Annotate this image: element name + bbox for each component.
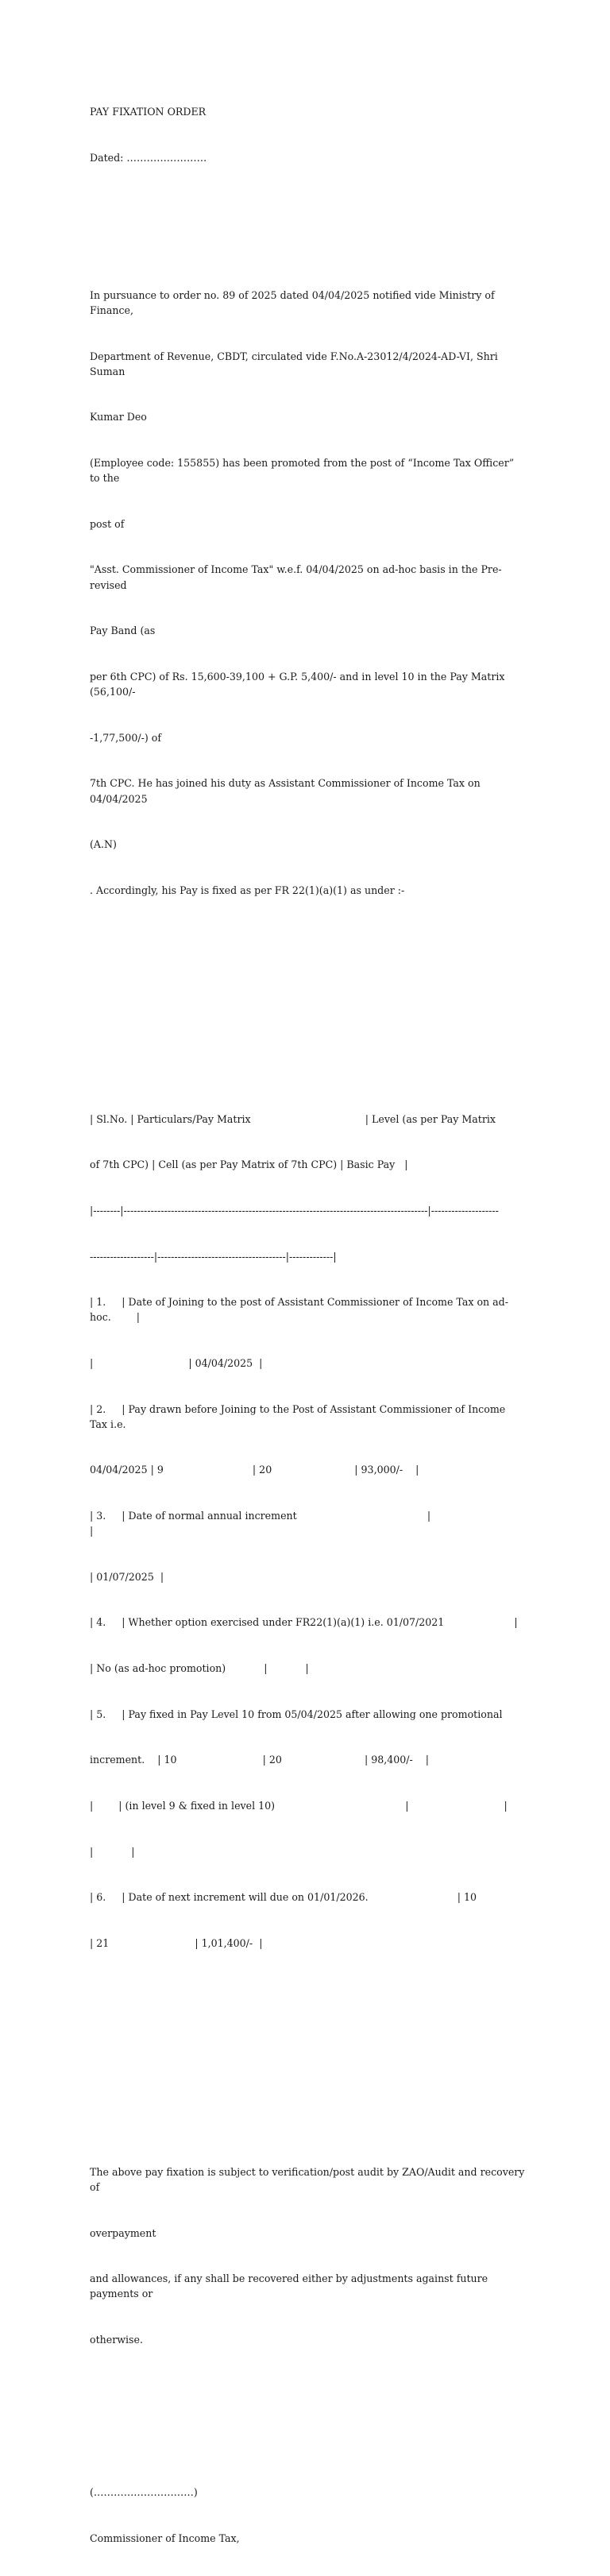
- table-line: | 01/07/2025 |: [90, 1570, 164, 1583]
- document-body: [90, 74, 528, 2576]
- intro-line: 7th CPC. He has joined his duty as Assistant Commissioner of Income Tax on 04/04/2025: [90, 777, 484, 805]
- table-line: 04/04/2025 | 9 | 20 | 93,000/- |: [90, 1464, 419, 1476]
- spacer: [90, 2027, 525, 2042]
- intro-line: Kumar Deo: [90, 411, 147, 424]
- closing-line: and allowances, if any shall be recovered either by adjustments against future payments or: [90, 2272, 492, 2300]
- table-line: |--------|------------------------------------------------------------------------------------------|--------------------: [90, 1204, 499, 1216]
- intro-line: (A.N): [90, 838, 117, 851]
- table-line: | |: [90, 1845, 135, 1858]
- table-line: | | 04/04/2025 |: [90, 1357, 263, 1370]
- spacer: [90, 2073, 525, 2088]
- spacer: [90, 2423, 525, 2439]
- table-line: of 7th CPC) | Cell (as per Pay Matrix of 7th CPC) | Basic Pay |: [90, 1158, 408, 1171]
- table-line: | Sl.No. | Particulars/Pay Matrix | Level (as per Pay Matrix: [90, 1112, 496, 1125]
- intro-line: Pay Band (as: [90, 625, 156, 637]
- table-line: | 3. | Date of normal annual increment | |: [90, 1510, 527, 1537]
- table-line: | 2. | Pay drawn before Joining to the Post of Assistant Commissioner of Income Tax i.e.: [90, 1402, 509, 1430]
- table-line: | 1. | Date of Joining to the post of Assistant Commissioner of Income Tax on ad-hoc. |: [90, 1296, 508, 1324]
- table-line: | 21 | 1,01,400/- |: [90, 1936, 263, 1949]
- spacer: [90, 1020, 525, 1035]
- spacer: [90, 974, 525, 989]
- pay-fixation-table: [90, 1081, 525, 1981]
- signature-placeholder: (…………………………): [90, 2486, 198, 2498]
- intro-paragraph: [90, 257, 525, 928]
- table-line: | No (as ad-hoc promotion) | |: [90, 1662, 309, 1675]
- table-line: -------------------|--------------------------------------|-------------|: [90, 1250, 337, 1263]
- spacer: [90, 196, 525, 211]
- table-line: | 5. | Pay fixed in Pay Level 10 from 05/04/2025 after allowing one promotional: [90, 1708, 503, 1720]
- table-line: | | (in level 9 & fixed in level 10) | |: [90, 1799, 508, 1812]
- table-line: increment. | 10 | 20 | 98,400/- |: [90, 1754, 430, 1766]
- intro-line: (Employee code: 155855) has been promoted from the post of “Income Tax Officer” to the: [90, 457, 518, 485]
- closing-line: The above pay fixation is subject to verification/post audit by ZAO/Audit and recovery of: [90, 2165, 528, 2193]
- table-line: | 6. | Date of next increment will due on 01/01/2026. | 10: [90, 1891, 477, 1904]
- table-line: | 4. | Whether option exercised under FR22(1)(a)(1) i.e. 01/07/2021 |: [90, 1616, 518, 1629]
- closing-line: overpayment: [90, 2226, 156, 2239]
- closing-paragraph: [90, 2133, 528, 2377]
- document-title: PAY FIXATION ORDER: [90, 106, 207, 118]
- intro-line: In pursuance to order no. 89 of 2025 dated 04/04/2025 notified vide Ministry of Finance,: [90, 288, 498, 317]
- intro-line: -1,77,500/-) of: [90, 731, 161, 744]
- intro-line: post of: [90, 517, 125, 530]
- intro-line: per 6th CPC) of Rs. 15,600-39,100 + G.P. 5,400/- and in level 10 in the Pay Matrix (56,100/-: [90, 670, 508, 698]
- intro-line: Department of Revenue, CBDT, circulated vide F.No.A-23012/4/2024-AD-VI, Shri Suman: [90, 350, 501, 377]
- dated-line: Dated: ……………………: [90, 152, 207, 164]
- intro-line: . Accordingly, his Pay is fixed as per FR 22(1)(a)(1) as under :-: [90, 884, 405, 896]
- closing-line: otherwise.: [90, 2333, 143, 2346]
- intro-line: "Asst. Commissioner of Income Tax" w.e.f. 04/04/2025 on ad-hoc basis in the Pre-revised: [90, 563, 502, 591]
- signatory-designation: Commissioner of Income Tax,: [90, 2532, 240, 2544]
